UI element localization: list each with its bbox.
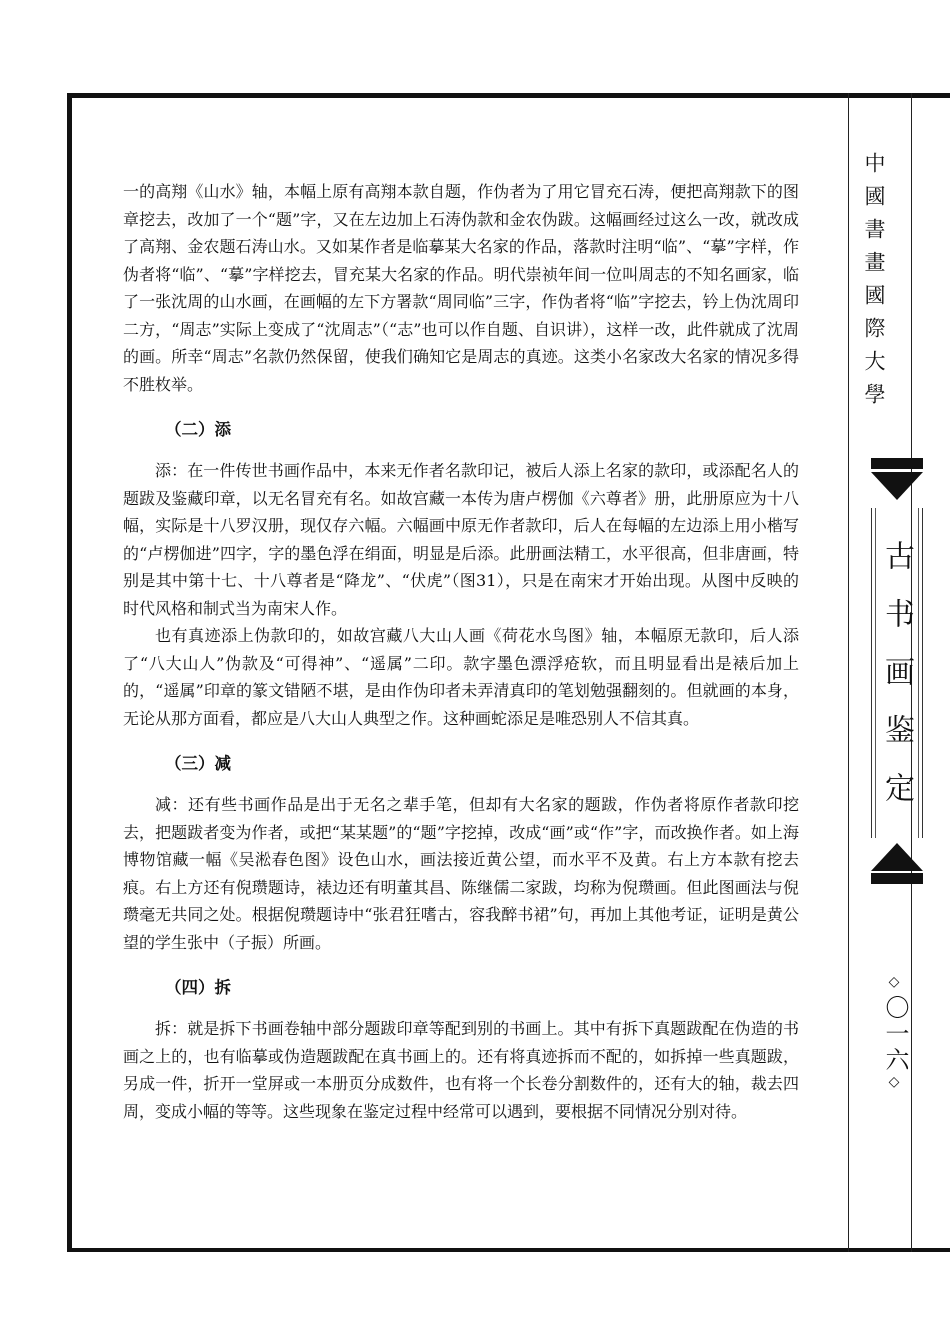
section-heading-3: （三）减 (165, 754, 231, 773)
paragraph-4: 减：还有些书画作品是出于无名之辈手笔，但却有大名家的题跋，作伪者将原作者款印挖去，把题跋者变为作者，或把“某某题”的“题”字挖掉，改成“画”或“作”字，而改换作者。如上海博物馆藏一幅《吴淞春色图》设色山水，画法接近黄公望，而水平不及黄。右上方本款有挖去痕。右上方还有倪瓒题诗，裱边还有明董其昌、陈继儒二家跋，均称为倪瓒画。但此图画法与倪瓒毫无共同之处。根据倪瓒题诗中“张君狂嗜古，容我醉书裙”句，再加上其他考证，证明是黄公望的学生张中（子振）所画。 (123, 795, 799, 952)
sidebar-rule-left (848, 93, 849, 1252)
diamond-icon-top: ◇ (888, 974, 900, 990)
ornament-bar-top (871, 458, 923, 469)
body-text (123, 178, 799, 1125)
diamond-icon-bottom: ◇ (888, 1074, 900, 1090)
book-title: 古书画鉴定 (879, 540, 914, 830)
school-name: 中國書畫國際大學 (862, 152, 886, 416)
page-number: 〇一六 (881, 995, 909, 1073)
paragraph-3: 也有真迹添上伪款印的，如故宫藏八大山人画《荷花水鸟图》轴，本幅原无款印，后人添了“八大山人”伪款及“可得神”、“遥属”二印。款字墨色漂浮疮软，而且明显看出是裱后加上的，“遥属”印章的篆文错陋不堪，是由作伪印者未弄清真印的笔划勉强翻刻的。但就画的本身，无论从那方面看，都应是八大山人典型之作。这种画蛇添足是唯恐别人不信其真。 (123, 626, 799, 728)
paragraph-1: 一的高翔《山水》轴，本幅上原有高翔本款自题，作伪者为了用它冒充石涛，便把高翔款下的图章挖去，改加了一个“题”字，又在左边加上石涛伪款和金农伪跋。这幅画经过这么一改，就改成了高翔、金农题石涛山水。又如某作者是临摹某大名家的作品，落款时注明“临”、“摹”字样，作伪者将“临”、“摹”字样挖去，冒充某大名家的作品。明代崇祯年间一位叫周志的不知名画家，临了一张沈周的山水画，在画幅的左下方署款“周同临”三字，作伪者将“临”字挖去，钤上伪沈周印二方，“周志”实际上变成了“沈周志”（“志”也可以作自题、自识讲），这样一改，此件就成了沈周的画。所幸“周志”名款仍然保留，使我们确知它是周志的真迹。这类小名家改大名家的情况多得不胜枚举。 (123, 182, 799, 394)
section-heading-4: （四）拆 (165, 978, 231, 997)
section-heading-2: （二）添 (165, 420, 231, 439)
ornament-bar-bottom (871, 873, 923, 884)
paragraph-2: 添：在一件传世书画作品中，本来无作者名款印记，被后人添上名家的款印，或添配名人的题跋及鉴藏印章，以无名冒充有名。如故宫藏一本传为唐卢楞伽《六尊者》册，此册原应为十八幅，实际是十八罗汉册，现仅存六幅。六幅画中原无作者款印，后人在每幅的左边添上用小楷写的“卢楞伽进”四字，字的墨色浮在绢面，明显是后添。此册画法精工，水平很高，但非唐画，特别是其中第十七、十八尊者是“降龙”、“伏虎”（图31），只是在南宋才开始出现。从图中反映的时代风格和制式当为南宋人作。 (123, 461, 799, 618)
paragraph-5: 拆：就是拆下书画卷轴中部分题跋印章等配到别的书画上。其中有拆下真题跋配在伪造的书画之上的，也有临摹或伪造题跋配在真书画上的。还有将真迹拆而不配的，如拆掉一些真题跋，另成一件，折开一堂屏或一本册页分成数件，也有将一个长卷分割数件的，还有大的轴，裁去四周，变成小幅的等等。这些现象在鉴定过程中经常可以遇到，要根据不同情况分别对待。 (123, 1019, 799, 1121)
